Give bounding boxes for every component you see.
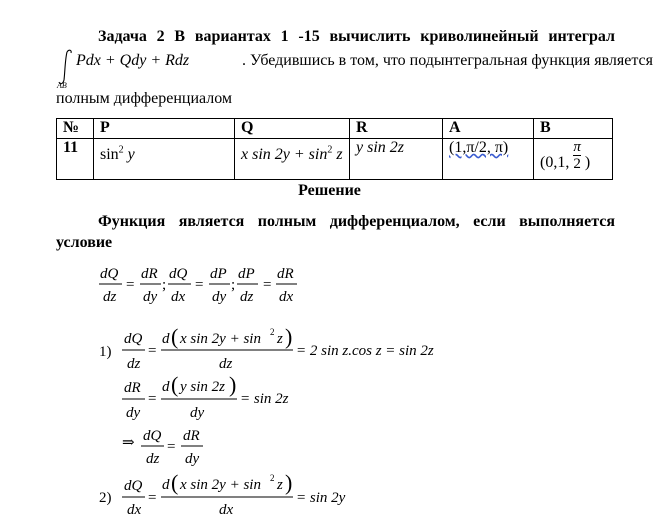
solution-title: Решение bbox=[298, 182, 361, 199]
frac-den: dy bbox=[126, 405, 141, 421]
condition-word: условие bbox=[56, 234, 113, 251]
frac-den: dz bbox=[127, 356, 141, 372]
q-part-b: z bbox=[336, 146, 343, 164]
numerator-body: x sin 2y + sin bbox=[180, 331, 261, 347]
eq-sign: = bbox=[195, 277, 204, 293]
frac-num: dP bbox=[210, 266, 227, 282]
cell-num: 11 bbox=[57, 139, 94, 180]
paren-close: ) bbox=[229, 372, 237, 397]
frac-den: dx bbox=[127, 502, 142, 515]
b-frac-num: π bbox=[573, 139, 581, 155]
eq-sign: = bbox=[148, 490, 157, 506]
paren-open: ( bbox=[171, 470, 179, 495]
numerator-body: x sin 2y + sin bbox=[180, 477, 261, 493]
frac-num: dP bbox=[238, 266, 255, 282]
paren-open: ( bbox=[171, 372, 179, 397]
frac-den: dx bbox=[219, 502, 234, 515]
step-result: = sin 2y bbox=[296, 490, 346, 506]
a-value: (1,π/2, π) bbox=[449, 139, 509, 156]
frac-num: dQ bbox=[143, 428, 162, 444]
task-heading-text: Задача 2 В вариантах 1 -15 вычислить криволинейный интеграл bbox=[98, 28, 615, 45]
header-b: B bbox=[534, 119, 613, 139]
frac-den: dy bbox=[143, 289, 158, 305]
eq-sign: = bbox=[148, 391, 157, 407]
step1c-formula bbox=[122, 428, 203, 467]
integral-expression: Pdx + Qdy + Rdz bbox=[76, 52, 190, 69]
header-a: A bbox=[443, 119, 534, 139]
frac-num: dQ bbox=[124, 478, 143, 494]
frac-den: dz bbox=[240, 289, 254, 305]
numerator-exp: 2 bbox=[270, 473, 275, 483]
b-frac-den: 2 bbox=[573, 156, 581, 172]
step-result: = 2 sin z.cos z = sin 2z bbox=[296, 343, 434, 359]
b-post: ) bbox=[584, 154, 591, 172]
separator: ; bbox=[162, 277, 167, 293]
numerator-d: d bbox=[162, 477, 170, 493]
frac-den: dy bbox=[190, 405, 205, 421]
eq-sign: = bbox=[148, 343, 157, 359]
p-base: sin bbox=[100, 146, 119, 164]
frac-num: dR bbox=[277, 266, 294, 282]
paren-close: ) bbox=[285, 324, 293, 349]
eq-sign: = bbox=[263, 277, 272, 293]
integral-subscript: AB bbox=[57, 81, 67, 88]
frac-num: dQ bbox=[124, 331, 143, 347]
header-q: Q bbox=[235, 119, 350, 139]
numerator-exp: 2 bbox=[270, 327, 275, 337]
paren-open: ( bbox=[171, 324, 179, 349]
numerator-d: d bbox=[162, 379, 170, 395]
implies-arrow-icon: ⇒ bbox=[122, 435, 135, 451]
numerator-d: d bbox=[162, 331, 170, 347]
p-exp: 2 bbox=[118, 145, 124, 156]
full-differential-text: полным дифференциалом bbox=[56, 90, 233, 107]
frac-den: dx bbox=[279, 289, 294, 305]
step-label: 1) bbox=[99, 344, 112, 360]
numerator-body: y sin 2z bbox=[180, 379, 225, 395]
numerator-tail: z bbox=[277, 477, 283, 493]
frac-num: dR bbox=[141, 266, 158, 282]
header-r: R bbox=[350, 119, 443, 139]
numerator-tail: z bbox=[277, 331, 283, 347]
q-exp: 2 bbox=[327, 145, 333, 156]
paren-close: ) bbox=[285, 470, 293, 495]
q-part-a: x sin 2y + sin bbox=[241, 146, 328, 164]
frac-num: dR bbox=[124, 380, 141, 396]
separator: ; bbox=[231, 277, 236, 293]
step-result: = sin 2z bbox=[240, 391, 289, 407]
step1b-formula bbox=[122, 372, 289, 421]
eq-sign: = bbox=[167, 439, 176, 455]
frac-den: dy bbox=[212, 289, 227, 305]
step2-formula bbox=[99, 470, 346, 515]
function-condition-line: Функция является полным дифференциалом, если выполняется bbox=[98, 213, 615, 230]
frac-num: dQ bbox=[100, 266, 119, 282]
r-value: y sin 2z bbox=[356, 139, 404, 156]
frac-den: dy bbox=[185, 451, 200, 467]
p-var: y bbox=[127, 146, 135, 164]
frac-num: dR bbox=[183, 428, 200, 444]
frac-den: dz bbox=[219, 356, 233, 372]
step1-formula bbox=[99, 324, 434, 372]
condition-formula bbox=[99, 266, 297, 305]
frac-den: dz bbox=[146, 451, 160, 467]
header-p: P bbox=[94, 119, 235, 139]
frac-den: dx bbox=[171, 289, 186, 305]
integral-line-text: . Убедившись в том, что подынтегральная функция является bbox=[242, 52, 654, 69]
frac-den: dz bbox=[103, 289, 117, 305]
step-label: 2) bbox=[99, 490, 112, 506]
frac-num: dQ bbox=[169, 266, 188, 282]
header-num: № bbox=[57, 119, 94, 139]
b-pre: (0,1, bbox=[540, 154, 570, 172]
eq-sign: = bbox=[126, 277, 135, 293]
